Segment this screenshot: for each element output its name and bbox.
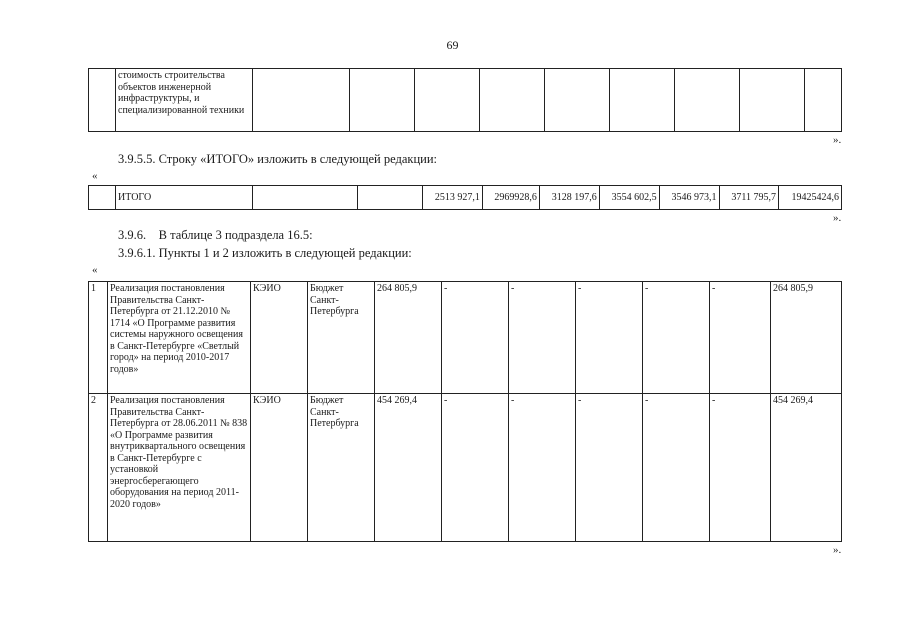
item-dash: - (576, 282, 643, 394)
item-source: Бюджет Санкт-Петербурга (308, 394, 375, 542)
table-cell-source (350, 69, 415, 132)
item-amount: 264 805,9 (375, 282, 442, 394)
table-row (89, 69, 842, 132)
total-value: 2513 927,1 (423, 186, 483, 210)
table-items (88, 281, 842, 542)
table-row (89, 394, 842, 542)
paragraph-3-9-5-5: 3.9.5.5. Строку «ИТОГО» изложить в следующей редакции: (118, 152, 437, 166)
table-cell-executor (253, 186, 358, 210)
item-dash: - (442, 282, 509, 394)
table-continuation (88, 68, 842, 132)
item-dash: - (643, 282, 710, 394)
table-row (89, 186, 842, 210)
item-total: 264 805,9 (771, 282, 842, 394)
item-dash: - (643, 394, 710, 542)
table-cell (545, 69, 610, 132)
item-dash: - (576, 394, 643, 542)
table-cell (675, 69, 740, 132)
table-total (88, 185, 842, 210)
total-label-cell (116, 186, 253, 210)
item-num: 1 (89, 282, 108, 394)
open-quote-2: « (92, 264, 98, 276)
total-value: 3546 973,1 (659, 186, 719, 210)
paragraph-3-9-6-1: 3.9.6.1. Пункты 1 и 2 изложить в следующей редакции: (118, 246, 412, 260)
item-total: 454 269,4 (771, 394, 842, 542)
table-cell (415, 69, 480, 132)
table-cell-executor (253, 69, 350, 132)
item-amount: 454 269,4 (375, 394, 442, 542)
item-description: Реализация постановления Правительства Санкт-Петербурга от 28.06.2011 № 838 «О Программе развития внутриквартального освещения в Санкт-Петербурге с установкой энергосберегающего оборудования на период 2011-2020 годов» (108, 394, 251, 542)
item-dash: - (509, 394, 576, 542)
open-quote-1: « (92, 170, 98, 182)
table-cell-num (89, 69, 116, 132)
item-executor: КЭИО (251, 394, 308, 542)
total-value: 3128 197,6 (539, 186, 599, 210)
table-cell-source (358, 186, 423, 210)
paragraph-3-9-6: 3.9.6. В таблице 3 подраздела 16.5: (118, 228, 313, 242)
table-cell (480, 69, 545, 132)
item-description: Реализация постановления Правительства Санкт-Петербурга от 21.12.2010 № 1714 «О Программе развития системы наружного освещения в Санкт-Петербурге «Светлый город» на период 2010-2017 годов» (108, 282, 251, 394)
item-dash: - (710, 282, 771, 394)
item-num: 2 (89, 394, 108, 542)
page-number: 69 (446, 38, 459, 52)
table-cell-description (116, 69, 253, 132)
total-value: 2969928,6 (482, 186, 539, 210)
total-label: ИТОГО (118, 191, 152, 203)
total-value: 3711 795,7 (719, 186, 778, 210)
item-source: Бюджет Санкт-Петербурга (308, 282, 375, 394)
table-cell (610, 69, 675, 132)
total-value-sum: 19425424,6 (779, 186, 842, 210)
close-quote-2: ». (833, 212, 842, 224)
close-quote-1: ». (833, 134, 842, 146)
item-executor: КЭИО (251, 282, 308, 394)
close-quote-3: ». (833, 544, 842, 556)
table-row (89, 282, 842, 394)
cost-description: стоимость строительства объектов инженерной инфраструктуры, и специализированной техники (118, 70, 245, 116)
item-dash: - (509, 282, 576, 394)
table-cell (805, 69, 842, 132)
table-cell (740, 69, 805, 132)
total-value: 3554 602,5 (599, 186, 659, 210)
table-cell-num (89, 186, 116, 210)
item-dash: - (710, 394, 771, 542)
item-dash: - (442, 394, 509, 542)
